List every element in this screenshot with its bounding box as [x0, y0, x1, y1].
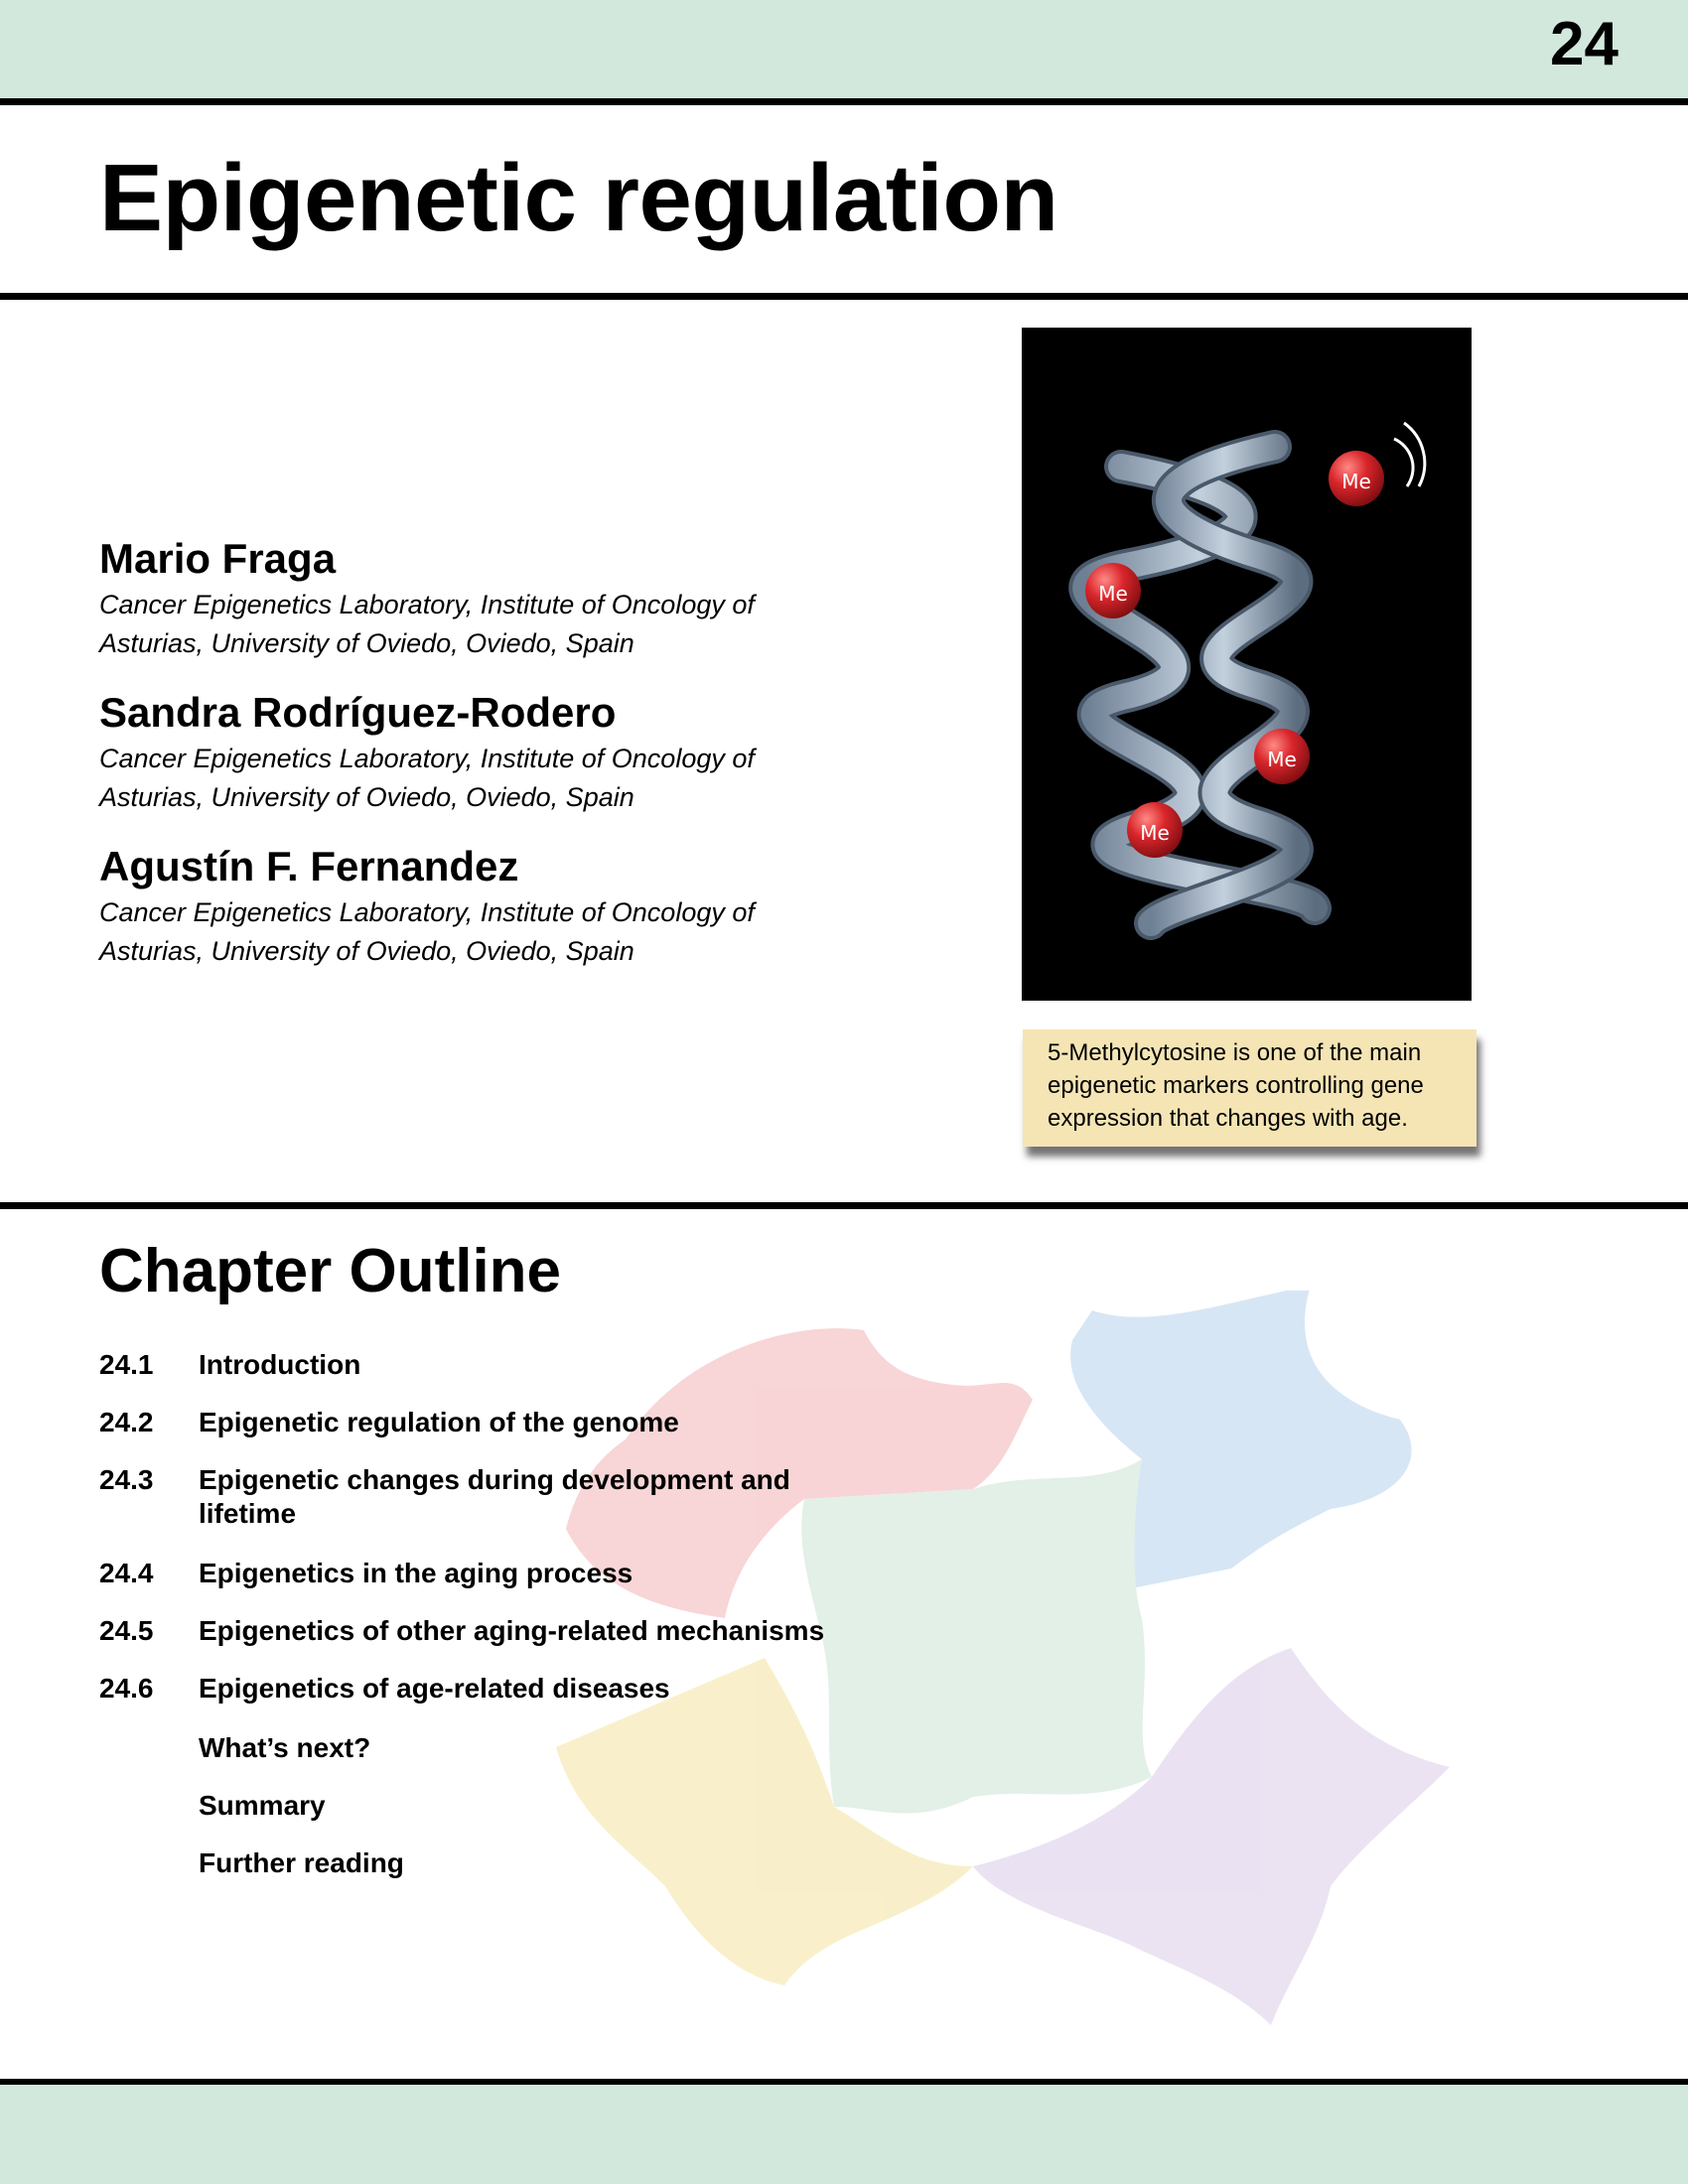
methyl-label: Me: [1341, 470, 1371, 493]
author-name: Mario Fraga: [99, 535, 337, 582]
methyl-label: Me: [1267, 748, 1297, 771]
outline-item-number: 24.6: [99, 1673, 154, 1704]
chapter-number: 24: [1550, 10, 1618, 78]
outline-item-number: 24.2: [99, 1407, 154, 1437]
methyl-label: Me: [1098, 582, 1128, 606]
outline-item-text: What’s next?: [199, 1732, 371, 1763]
outline-title: Chapter Outline: [99, 1237, 562, 1305]
author-1: [99, 536, 814, 663]
author-name: Sandra Rodríguez-Rodero: [99, 689, 617, 736]
methyl-group-1: [1329, 451, 1384, 506]
methyl-group-4: [1127, 802, 1183, 858]
methyl-label: Me: [1140, 821, 1170, 845]
outline-item-text: Epigenetics of age-related diseases: [199, 1673, 670, 1704]
outline-item-text: Epigenetic changes during development and lifetime: [199, 1464, 790, 1529]
author-2: [99, 690, 814, 817]
outline-item-number: 24.5: [99, 1615, 154, 1646]
author-affiliation: Cancer Epigenetics Laboratory, Institute of Oncology of Asturias, University of Oviedo, Oviedo, Spain: [99, 744, 755, 813]
signal-arcs: [1394, 423, 1425, 486]
author-affiliation: Cancer Epigenetics Laboratory, Institute of Oncology of Asturias, University of Oviedo, Oviedo, Spain: [99, 590, 755, 659]
outline-item-number: 24.1: [99, 1349, 154, 1380]
outline-item-text: Summary: [199, 1790, 326, 1821]
methyl-group-2: [1085, 563, 1141, 618]
bottom-band: [0, 2085, 1688, 2184]
rule-top: [0, 98, 1688, 105]
rule-title: [0, 293, 1688, 300]
outline-item-number: 24.3: [99, 1464, 154, 1495]
author-name: Agustín F. Fernandez: [99, 843, 519, 889]
outline-item-text: Epigenetic regulation of the genome: [199, 1407, 679, 1437]
rule-outline: [0, 1202, 1688, 1209]
outline-item-text: Epigenetics of other aging-related mechanisms: [199, 1615, 825, 1646]
dna-helix-illustration: [1022, 328, 1472, 1001]
author-3: [99, 844, 814, 971]
chapter-title: Epigenetic regulation: [99, 145, 1058, 251]
author-affiliation: Cancer Epigenetics Laboratory, Institute of Oncology of Asturias, University of Oviedo, Oviedo, Spain: [99, 897, 755, 967]
decorative-watermark: [536, 1291, 1450, 2025]
outline-item-text: Further reading: [199, 1847, 404, 1878]
outline-item-number: 24.4: [99, 1558, 154, 1588]
methyl-group-3: [1254, 729, 1310, 784]
outline-item-text: Introduction: [199, 1349, 361, 1380]
dna-methylation-figure: [1022, 328, 1472, 1001]
outline-item-text: Epigenetics in the aging process: [199, 1558, 633, 1588]
top-band: [0, 0, 1688, 99]
figure-caption: 5-Methylcytosine is one of the main epigenetic markers controlling gene expression that changes with age.: [1023, 1029, 1477, 1147]
